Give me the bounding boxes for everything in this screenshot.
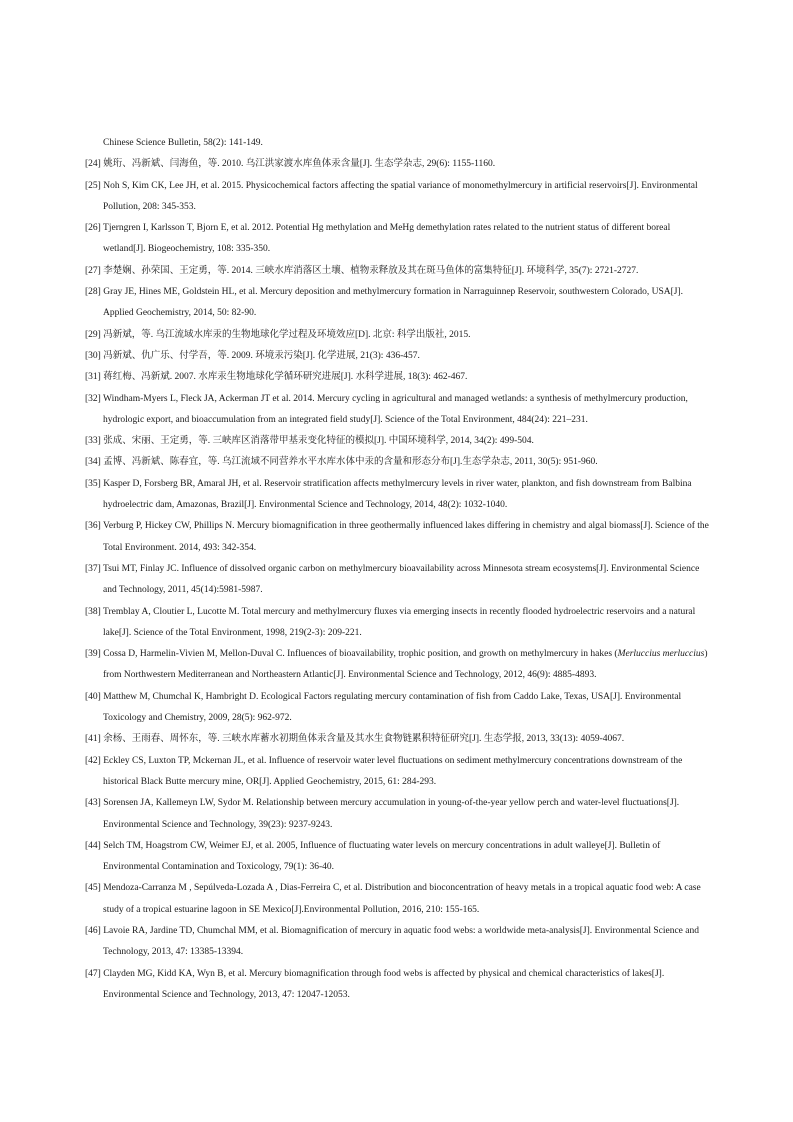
reference-text: Matthew M, Chumchal K, Hambright D. Ecological Factors regulating mercury contamination of fish from Caddo Lake, Texas, USA[J]. Environmental Toxicology and Chemistry, 2009, 28(5): 962-972. <box>103 691 682 724</box>
reference-number: [36] <box>85 521 101 532</box>
reference-number: [26] <box>85 223 101 234</box>
reference-text: Eckley CS, Luxton TP, Mckernan JL, et al. Influence of reservoir water level fluctuations on sediment methylmercury concentrations downstream of the historical Black Butte mercury mine, OR[J]. Applied Geochemistry, 2015, 61: 284-293. <box>103 755 683 787</box>
reference-text: Mendoza-Carranza M , Sepúlveda-Lozada A , Dias-Ferreira C, et al. Distribution and bioconcentration of heavy metals in a tropical aquatic food web: A case study of a tropical estuarine lagoon in SE Mexico[J].Environmental Pollution, 2016, 210: 155-165. <box>103 883 701 915</box>
reference-number: [44] <box>85 840 101 851</box>
reference-text: Tjerngren I, Karlsson T, Bjorn E, et al. 2012. Potential Hg methylation and MeHg demethylation rates related to the nutrient status of different boreal wetland[J]. Biogeochemistry, 108: 335-350. <box>103 223 671 255</box>
reference-number: [25] <box>85 180 101 191</box>
reference-text: Selch TM, Hoagstrom CW, Weimer EJ, et al. 2005, Influence of fluctuating water levels on mercury concentrations in adult walleye[J]. Bulletin of Environmental Contamination and Toxicology, 79(1): 36-40. <box>103 840 661 873</box>
reference-number: [39] <box>85 649 101 660</box>
reference-number: [24] <box>85 159 101 170</box>
reference-item <box>85 218 710 261</box>
reference-number: [40] <box>85 691 101 702</box>
reference-item <box>85 176 710 219</box>
reference-number: [45] <box>85 883 101 894</box>
reference-text-after: ) from Northwestern Mediterranean and Northeastern Atlantic[J]. Environmental Science and Technology, 2012, 46(9): 4885-4893. <box>103 649 708 681</box>
reference-text: Windham-Myers L, Fleck JA, Ackerman JT et al. 2014. Mercury cycling in agricultural and managed wetlands: a synthesis of methylmercury production, hydrologic export, and bioaccumulation from an integrated field study[J]. Science of the Total Environment, 484(24): 221–231. <box>103 393 688 425</box>
reference-item <box>85 644 710 687</box>
reference-text-before: Cossa D, Harmelin-Vivien M, Mellon-Duval C. Influences of bioavailability, trophic position, and growth on methylmercury in hakes ( <box>103 649 618 660</box>
reference-text: Tremblay A, Cloutier L, Lucotte M. Total mercury and methylmercury fluxes via emerging insects in recently flooded hydroelectric reservoirs and a natural lake[J]. Science of the Total Environment, 1998, 219(2-3): 209-221. <box>103 606 696 638</box>
reference-item <box>85 282 710 325</box>
reference-number: [32] <box>85 393 101 404</box>
reference-text: Kasper D, Forsberg BR, Amaral JH, et al. Reservoir stratification affects methylmercury levels in river water, plankton, and fish downstream from Balbina hydroelectric dam, Amazonas, Brazil[J]. Environmental Science and Technology, 2014, 48(2): 1032-1040. <box>103 478 692 511</box>
reference-text: 姚珩、冯新斌、闫海鱼，等. 2010. 乌江洪家渡水库鱼体汞含量[J]. 生态学杂志, 29(6): 1155-1160. <box>103 159 496 170</box>
reference-text: 冯新斌、仇广乐、付学吾，等. 2009. 环境汞污染[J]. 化学进展, 21(3): 436-457. <box>103 350 420 361</box>
reference-item <box>85 921 710 964</box>
reference-number: [42] <box>85 755 101 766</box>
reference-item <box>85 261 710 282</box>
reference-text: Verburg P, Hickey CW, Phillips N. Mercury biomagnification in three geothermally influenced lakes differing in chemistry and algal biomass[J]. Science of the Total Environment. 2014, 493: 342-354. <box>103 521 709 553</box>
reference-number: [30] <box>85 350 101 361</box>
reference-item <box>85 729 710 750</box>
reference-item <box>85 836 710 879</box>
reference-item <box>85 431 710 452</box>
reference-item <box>85 474 710 517</box>
reference-item <box>85 389 710 432</box>
reference-number: [31] <box>85 372 101 383</box>
reference-text: 余杨、王雨春、周怀东，等. 三峡水库蓄水初期鱼体汞含量及其水生食物链累积特征研究[J]. 生态学报, 2013, 33(13): 4059-4067. <box>103 734 625 745</box>
reference-item <box>85 878 710 921</box>
reference-number: [37] <box>85 563 101 574</box>
reference-text: Chinese Science Bulletin, 58(2): 141-149. <box>103 138 263 148</box>
reference-item <box>85 751 710 794</box>
reference-item <box>85 154 710 175</box>
reference-text: Sorensen JA, Kallemeyn LW, Sydor M. Relationship between mercury accumulation in young-of-the-year yellow perch and water-level fluctuations[J]. Environmental Science and Technology, 39(23): 9237-9243. <box>103 798 680 830</box>
reference-item <box>85 367 710 388</box>
reference-text: 张成、宋丽、王定勇，等. 三峡库区消落带甲基汞变化特征的模拟[J]. 中国环境科学, 2014, 34(2): 499-504. <box>103 436 534 447</box>
reference-text <box>103 649 708 680</box>
reference-item <box>85 325 710 346</box>
reference-text: Noh S, Kim CK, Lee JH, et al. 2015. Physicochemical factors affecting the spatial variance of monomethylmercury in artificial reservoirs[J]. Environmental Pollution, 208: 345-353. <box>103 180 698 212</box>
reference-text: Tsui MT, Finlay JC. Influence of dissolved organic carbon on methylmercury bioavailability across Minnesota stream ecosystems[J]. Environmental Science and Technology, 2011, 45(14):5981-5987. <box>103 563 700 596</box>
reference-item <box>85 602 710 645</box>
reference-item <box>85 133 710 154</box>
reference-text: Clayden MG, Kidd KA, Wyn B, et al. Mercury biomagnification through food webs is affected by physical and chemical characteristics of lakes[J]. Environmental Science and Technology, 2013, 47: 12047-12053. <box>103 968 665 1000</box>
reference-number: [34] <box>85 457 101 468</box>
reference-item <box>85 793 710 836</box>
reference-text: 蒋红梅、冯新斌. 2007. 水库汞生物地球化学循环研究进展[J]. 水科学进展, 18(3): 462-467. <box>103 372 468 383</box>
reference-item <box>85 964 710 1007</box>
reference-text-italic: Merluccius merluccius <box>617 649 705 660</box>
reference-number: [41] <box>85 734 101 745</box>
reference-list <box>85 133 710 1006</box>
reference-number: [28] <box>85 287 101 298</box>
reference-number: [29] <box>85 329 101 340</box>
reference-number: [38] <box>85 606 101 617</box>
reference-item <box>85 559 710 602</box>
reference-text: 孟博、冯新斌、陈春宜，等. 乌江流域不同营养水平水库水体中汞的含量和形态分布[J].生态学杂志, 2011, 30(5): 951-960. <box>103 457 598 468</box>
reference-text: 李楚娴、孙荣国、王定勇，等. 2014. 三峡水库消落区土壤、植物汞释放及其在斑马鱼体的富集特征[J]. 环境科学, 35(7): 2721-2727. <box>103 265 639 276</box>
reference-number: [33] <box>85 436 101 447</box>
reference-number: [46] <box>85 925 101 936</box>
reference-item <box>85 346 710 367</box>
reference-text: Lavoie RA, Jardine TD, Chumchal MM, et al. Biomagnification of mercury in aquatic food webs: a worldwide meta-analysis[J]. Environmental Science and Technology, 2013, 47: 13385-13394. <box>103 925 699 958</box>
reference-number: [35] <box>85 478 101 489</box>
reference-item <box>85 516 710 559</box>
reference-text: Gray JE, Hines ME, Goldstein HL, et al. Mercury deposition and methylmercury formation in Narraguinnep Reservoir, southwestern Colorado, USA[J]. Applied Geochemistry, 2014, 50: 82-90. <box>103 287 683 319</box>
reference-number: [43] <box>85 798 101 809</box>
reference-number: [27] <box>85 265 101 276</box>
reference-text: 冯新斌，等. 乌江流域水库汞的生物地球化学过程及环境效应[D]. 北京: 科学出版社, 2015. <box>103 329 471 340</box>
reference-item <box>85 452 710 473</box>
reference-number: [47] <box>85 968 101 979</box>
reference-item <box>85 687 710 730</box>
